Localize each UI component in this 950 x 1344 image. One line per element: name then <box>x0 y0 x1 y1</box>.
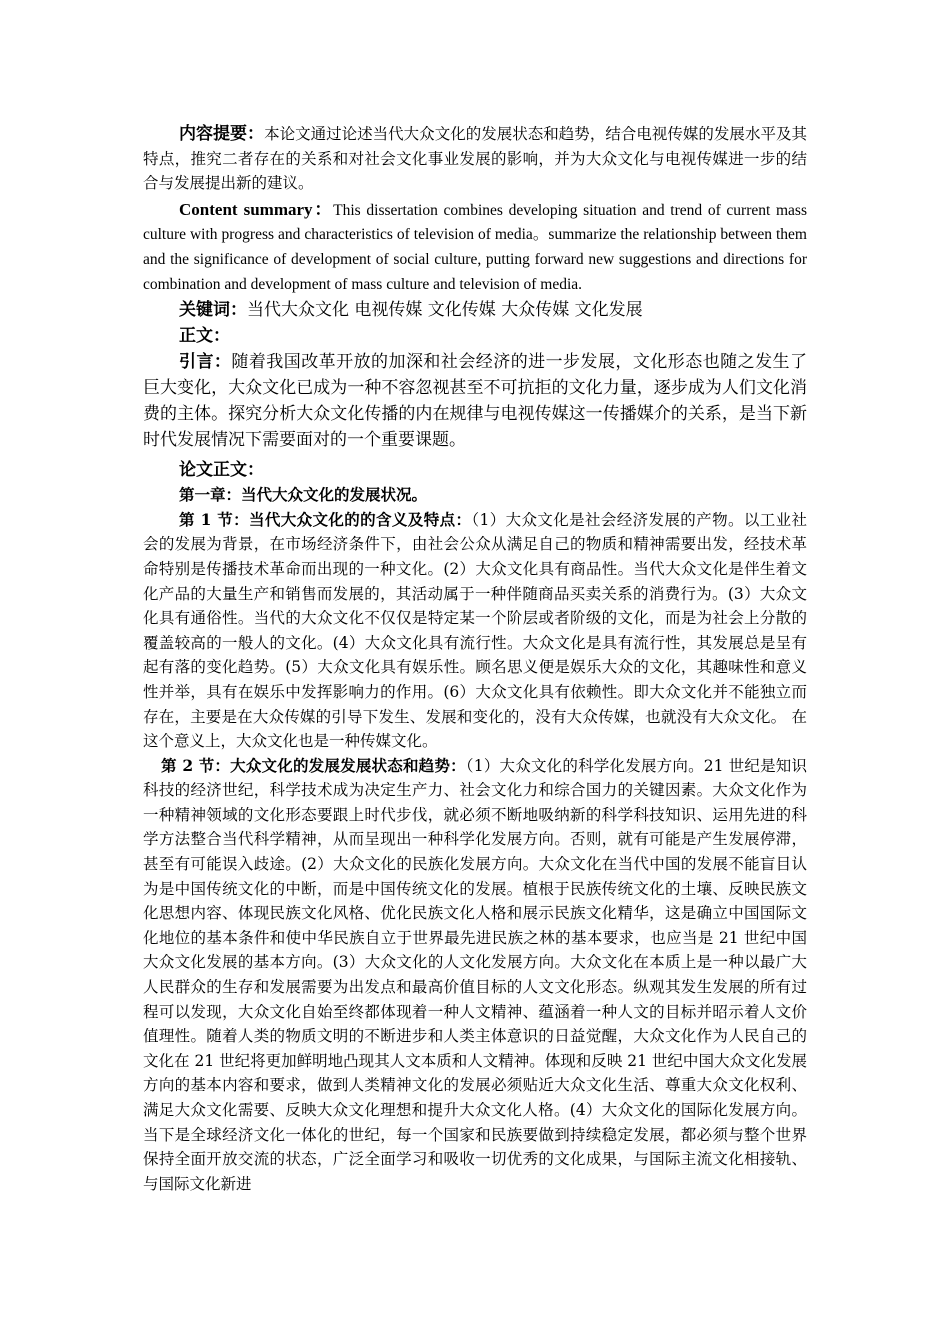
section-1-label: 第 1 节：当代大众文化的的含义及特点： <box>179 509 472 529</box>
abstract-en-label: Content summary： <box>179 199 334 219</box>
section-1-text: （1）大众文化是社会经济发展的产物。以工业社会的发展为背景，在市场经济条件下，由社会公众从满足自己的物质和精神需要出发，经技术革命特别是传播技术革命而出现的一种文化。(2）大众文化具有商品性。当代大众文化是伴生着文化产品的大量生产和销售而发展的，其活动属于一种伴随商品买卖关系的消费行为。(3）大众文化具有通俗性。当代的大众文化不仅仅是特定某一个阶层或者阶级的文化，而是为社会上分散的覆盖较高的一般人的文化。(4）大众文化具有流行性。大众文化是具有流行性，其发展总是呈有起有落的变化趋势。(5）大众文化具有娱乐性。顾名思义便是娱乐大众的文化，其趣味性和意义性并举，具有在娱乐中发挥影响力的作用。(6）大众文化具有依赖性。即大众文化并不能独立而存在，主要是在大众传媒的引导下发生、发展和变化的，没有大众传媒，也就没有大众文化。 在这个意义上，大众文化也是一种传媒文化。 <box>143 510 807 751</box>
chapter-1-title: 第一章：当代大众文化的发展状况。 <box>179 485 428 505</box>
document-page <box>143 122 807 1196</box>
body-heading <box>143 323 807 349</box>
abstract-en-text: This dissertation combines developing situation and trend of current mass culture with progress and characteristics of television of media。summarize the relationship between them and the significance of development of social culture, putting forward new suggestions and directions for combination and development of mass culture and television of media. <box>143 201 807 293</box>
abstract-cn-text: 本论文通过论述当代大众文化的发展状态和趋势，结合电视传媒的发展水平及其特点，推究二者存在的关系和对社会文化事业发展的影响，并为大众文化与电视传媒进一步的结合与发展提出新的建议。 <box>143 125 807 193</box>
main-heading-label: 论文正文： <box>179 460 264 481</box>
section-2-text: （1）大众文化的科学化发展方向。21 世纪是知识科技的经济世纪，科学技术成为决定生产力、社会文化力和综合国力的关键因素。大众文化作为一种精神领域的文化形态要跟上时代步伐，就必须不断地吸纳新的科学科技知识、运用先进的科学方法整合当代科学精神，从而呈现出一种科学化发展方向。否则，就有可能是产生发展停滞，甚至有可能误入歧途。(2）大众文化的民族化发展方向。大众文化在当代中国的发展不能盲目认为是中国传统文化的中断，而是中国传统文化的发展。植根于民族传统文化的土壤、反映民族文化思想内容、体现民族文化风格、优化民族文化人格和展示民族文化精华，这是确立中国国际文化地位的基本条件和使中华民族自立于世界最先进民族之林的基本要求，也应当是 21 世纪中国大众文化发展的基本方向。(3）大众文化的人文化发展方向。大众文化在本质上是一种以最广大人民群众的生存和发展需要为出发点和最高价值目标的人文文化形态。纵观其发生发展的所有过程可以发现，大众文化自始至终都体现着一种人文精神、蕴涵着一种人文的目标并昭示着人文价值理性。随着人类的物质文明的不断进步和人类主体意识的日益觉醒，大众文化作为人民自己的文化在 21 世纪将更加鲜明地凸现其人文本质和人文精神。体现和反映 21 世纪中国大众文化发展方向的基本内容和要求，做到人类精神文化的发展必须贴近大众文化生活、尊重大众文化权利、满足大众文化需要、反映大众文化理想和提升大众文化人格。(4）大众文化的国际化发展方向。当下是全球经济文化一体化的世纪，每一个国家和民族要做到持续稳定发展，都必须与整个世界保持全面开放交流的状态，广泛全面学习和吸收一切优秀的文化成果，与国际主流文化相接轨、与国际文化新进 <box>143 756 807 1193</box>
keywords-text: 当代大众文化 电视传媒 文化传媒 大众传媒 文化发展 <box>247 300 643 321</box>
intro-text: 随着我国改革开放的加深和社会经济的进一步发展，文化形态也随之发生了巨大变化，大众文化已成为一种不容忽视甚至不可抗拒的文化力量，逐步成为人们文化消费的主体。探究分析大众文化传播的内在规律与电视传媒这一传播媒介的关系，是当下新时代发展情况下需要面对的一个重要课题。 <box>143 352 808 451</box>
section-2-label: 第 2 节：大众文化的发展发展状态和趋势： <box>161 755 466 775</box>
section-1 <box>143 508 807 754</box>
keywords-label: 关键词： <box>179 300 247 321</box>
main-heading <box>143 457 807 483</box>
intro <box>143 349 807 453</box>
keywords <box>143 297 807 323</box>
section-2 <box>143 754 807 1197</box>
abstract-en <box>143 198 807 297</box>
abstract-cn <box>143 122 807 196</box>
abstract-cn-label: 内容提要： <box>179 124 265 144</box>
intro-label: 引言： <box>179 352 232 373</box>
body-heading-label: 正文： <box>179 326 230 347</box>
